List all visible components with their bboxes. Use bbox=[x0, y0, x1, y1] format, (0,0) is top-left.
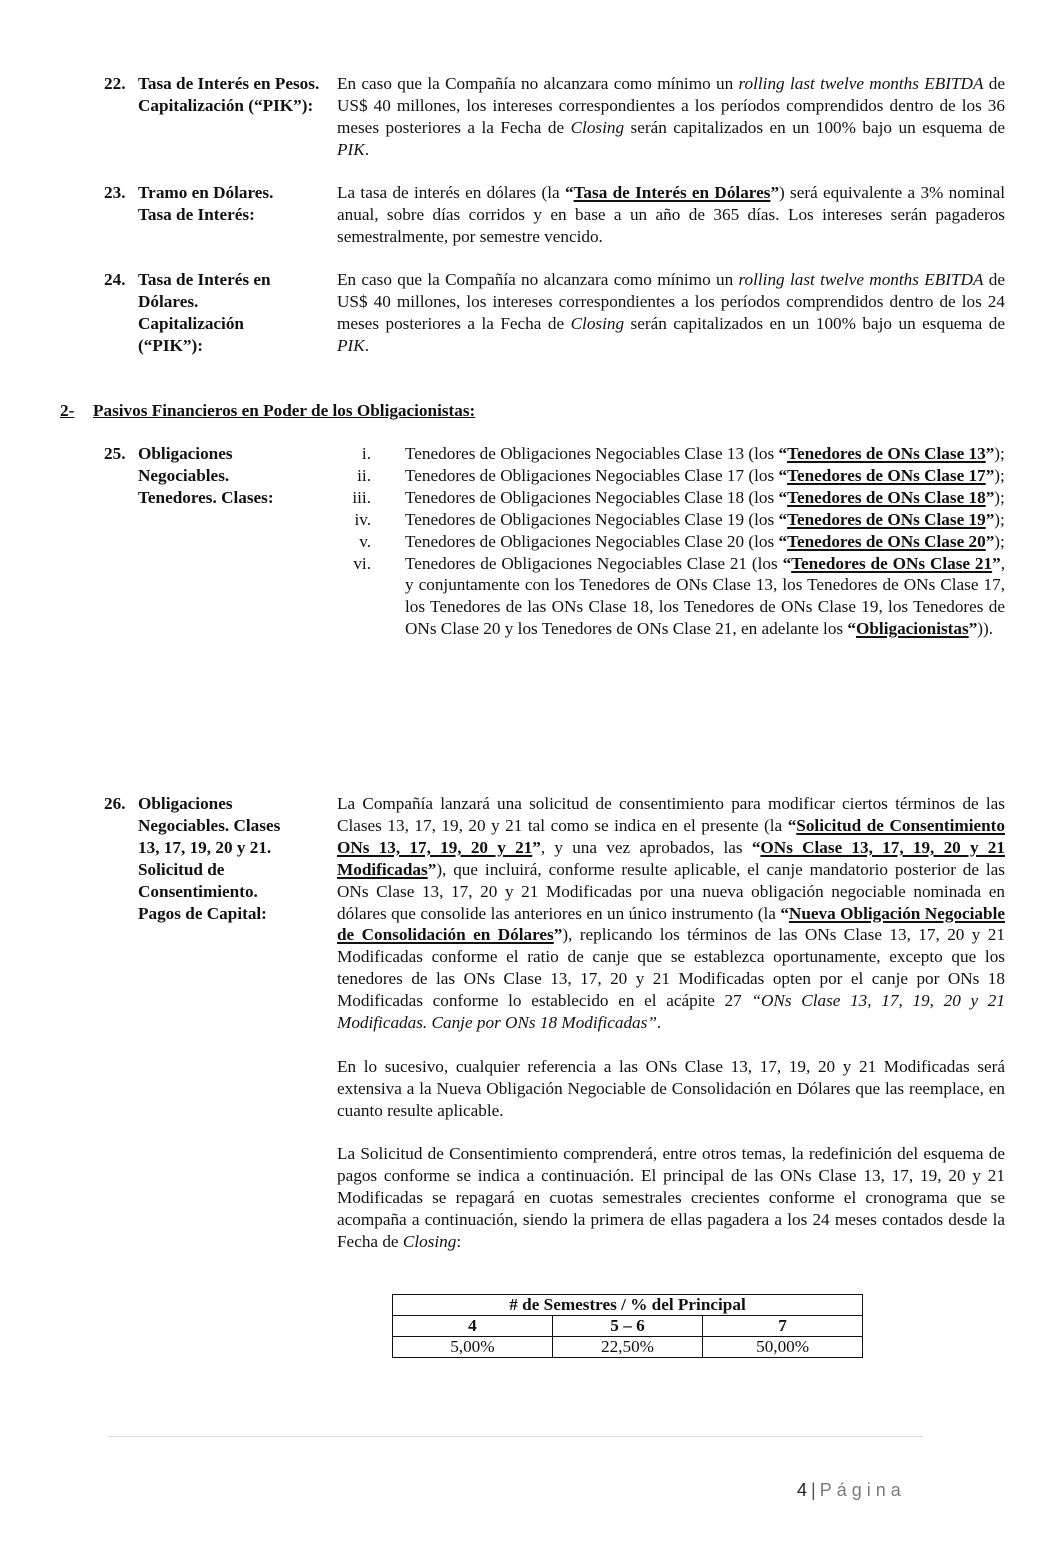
payment-schedule-table bbox=[392, 1294, 863, 1358]
table-title: # de Semestres / % del Principal bbox=[393, 1295, 863, 1316]
italic-term: PIK bbox=[337, 139, 365, 159]
clause-body bbox=[337, 793, 1005, 1253]
list-numeral: i. bbox=[361, 444, 371, 463]
table-header-cell: 5 – 6 bbox=[552, 1316, 702, 1337]
defined-term: “ONs Clase 13, 17, 19, 20 y 21 Modificadas” bbox=[337, 837, 1005, 879]
table-header-row bbox=[393, 1316, 863, 1337]
list-item: iv. Tenedores de Obligaciones Negociables Clase 19 (los “Tenedores de ONs Clase 19”); bbox=[337, 509, 1005, 531]
defined-term: “Nueva Obligación Negociable de Consolidación en Dólares” bbox=[337, 903, 1005, 945]
defined-term: “Tenedores de ONs Clase 19” bbox=[778, 509, 995, 529]
clause-number: 25. bbox=[104, 444, 126, 463]
list-numeral: ii. bbox=[357, 465, 371, 485]
footer-separator: | bbox=[811, 1480, 816, 1500]
list-numeral: v. bbox=[359, 531, 371, 551]
list-item: iii. Tenedores de Obligaciones Negociables Clase 18 (los “Tenedores de ONs Clase 18”); bbox=[337, 487, 1005, 509]
section-title: Pasivos Financieros en Poder de los Obligacionistas: bbox=[93, 401, 476, 420]
italic-term: rolling last twelve months EBITDA bbox=[738, 74, 984, 93]
clause-number: 23. bbox=[104, 183, 126, 202]
defined-term: “Tenedores de ONs Clase 18” bbox=[778, 487, 995, 507]
clause-title: Tasa de Interés en Dólares. Capitalización (“PIK”): bbox=[138, 270, 271, 355]
clause-title: Obligaciones Negociables. Tenedores. Clases: bbox=[138, 444, 274, 507]
clause-title: Obligaciones Negociables. Clases 13, 17, 19, 20 y 21. Solicitud de Consentimiento. Pagos de Capital: bbox=[138, 794, 281, 923]
page-footer bbox=[797, 1480, 906, 1502]
table-row bbox=[393, 1337, 863, 1358]
list-numeral: vi. bbox=[353, 553, 371, 573]
clause-number: 24. bbox=[104, 270, 126, 289]
defined-term: “Tasa de Interés en Dólares” bbox=[564, 183, 780, 202]
clause-body: La tasa de interés en dólares (la “Tasa de Interés en Dólares”) será equivalente a 3% nominal anual, sobre días corridos y en base a un año de 365 días. Los intereses serán pagaderos semestralmente, por semestre vencido. bbox=[337, 183, 1005, 246]
clause-title: Tasa de Interés en Pesos. Capitalización (“PIK”): bbox=[138, 74, 320, 115]
table-cell: 5,00% bbox=[393, 1337, 553, 1358]
section-number: 2- bbox=[60, 401, 75, 420]
clause-body: En caso que la Compañía no alcanzara como mínimo un rolling last twelve months EBITDA de US$ 40 millones, los intereses correspondientes a los períodos comprendidos dentro de los 24 meses posteriores a la Fecha de Closing serán capitalizados en un 100% bajo un esquema de PIK. bbox=[337, 270, 1005, 355]
defined-term: “Tenedores de ONs Clase 20” bbox=[778, 531, 995, 551]
italic-term: Closing bbox=[402, 1232, 457, 1252]
clause-body: En caso que la Compañía no alcanzara como mínimo un rolling last twelve months EBITDA de US$ 40 millones, los intereses correspondientes a los períodos comprendidos dentro de los 36 meses posteriores a la Fecha de Closing serán capitalizados en un 100% bajo un esquema de PIK. bbox=[337, 74, 1005, 159]
defined-term: “Obligacionistas” bbox=[847, 619, 978, 639]
list-item: v. Tenedores de Obligaciones Negociables Clase 20 (los “Tenedores de ONs Clase 20”); bbox=[337, 531, 1005, 553]
italic-term: PIK bbox=[337, 335, 365, 355]
table-cell: 50,00% bbox=[703, 1337, 863, 1358]
clause-title: Tramo en Dólares. Tasa de Interés: bbox=[138, 183, 274, 224]
paragraph: En lo sucesivo, cualquier referencia a las ONs Clase 13, 17, 19, 20 y 21 Modificadas será extensiva a la Nueva Obligación Negociable de Consolidación en Dólares que las reemplace, en cuanto resulte aplicable. bbox=[337, 1056, 1005, 1120]
table-header-cell: 7 bbox=[703, 1316, 863, 1337]
list-item: vi. Tenedores de Obligaciones Negociables Clase 21 (los “Tenedores de ONs Clase 21”, y conjuntamente con los Tenedores de ONs Clase 13, los Tenedores de ONs Clase 17, los Tenedores de las ONs Clase 18, los Tenedores de ONs Clase 19, los Tenedores de ONs Clase 20 y los Tenedores de ONs Clase 21, en adelante los “Obligacionistas”)). bbox=[337, 553, 1005, 641]
page-number: 4 bbox=[797, 1480, 808, 1500]
page-label: Página bbox=[819, 1480, 906, 1500]
footer-divider bbox=[108, 1436, 923, 1437]
paragraph: La Solicitud de Consentimiento comprenderá, entre otros temas, la redefinición del esquema de pagos conforme se indica a continuación. El principal de las ONs Clase 13, 17, 19, 20 y 21 Modificadas se repagará en cuotas semestrales crecientes conforme el cronograma que se acompaña a continuación, siendo la primera de ellas pagadera a los 24 meses contados desde la Fecha de Closing: bbox=[337, 1144, 1005, 1252]
list-numeral: iii. bbox=[352, 487, 371, 507]
clause-number: 26. bbox=[104, 794, 126, 813]
table-header-cell: 4 bbox=[393, 1316, 553, 1337]
defined-term: “Tenedores de ONs Clase 17” bbox=[778, 465, 995, 485]
defined-term: “Tenedores de ONs Clase 21” bbox=[782, 553, 1001, 573]
italic-term: “ONs Clase 13, 17, 19, 20 y 21 Modificadas. Canje por ONs 18 Modificadas” bbox=[337, 991, 1005, 1033]
defined-term: “Solicitud de Consentimiento ONs 13, 17, 19, 20 y 21” bbox=[337, 815, 1005, 857]
italic-term: rolling last twelve months EBITDA bbox=[738, 270, 984, 289]
table-cell: 22,50% bbox=[552, 1337, 702, 1358]
list-item: ii. Tenedores de Obligaciones Negociables Clase 17 (los “Tenedores de ONs Clase 17”); bbox=[337, 465, 1005, 487]
paragraph: La Compañía lanzará una solicitud de consentimiento para modificar ciertos términos de las Clases 13, 17, 19, 20 y 21 tal como se indica en el presente (la “Solicitud de Consentimiento ONs 13, 17, 19, 20 y 21”, y una vez aprobados, las “ONs Clase 13, 17, 19, 20 y 21 Modificadas”), que incluirá, conforme resulte aplicable, el canje mandatorio posterior de las ONs Clase 13, 17, 20 y 21 Modificadas por una nueva obligación negociable nominada en dólares que consolide las anteriores en un único instrumento (la “Nueva Obligación Negociable de Consolidación en Dólares”), replicando los términos de las ONs Clase 13, 17, 20 y 21 Modificadas conforme el ratio de canje que se establezca oportunamente, excepto que los tenedores de las ONs Clase 13, 17, 20 y 21 Modificadas opten por el canje por ONs 18 Modificadas conforme lo establecido en el acápite 27 “ONs Clase 13, 17, 19, 20 y 21 Modificadas. Canje por ONs 18 Modificadas”. bbox=[337, 794, 1005, 1033]
list-numeral: iv. bbox=[354, 509, 371, 529]
italic-term: Closing bbox=[570, 313, 625, 333]
clause-number: 22. bbox=[104, 74, 126, 93]
italic-term: Closing bbox=[570, 117, 625, 137]
defined-term: “Tenedores de ONs Clase 13” bbox=[778, 444, 995, 463]
list-item: i. Tenedores de Obligaciones Negociables Clase 13 (los “Tenedores de ONs Clase 13”); bbox=[337, 443, 1005, 465]
holders-list bbox=[337, 443, 1005, 640]
